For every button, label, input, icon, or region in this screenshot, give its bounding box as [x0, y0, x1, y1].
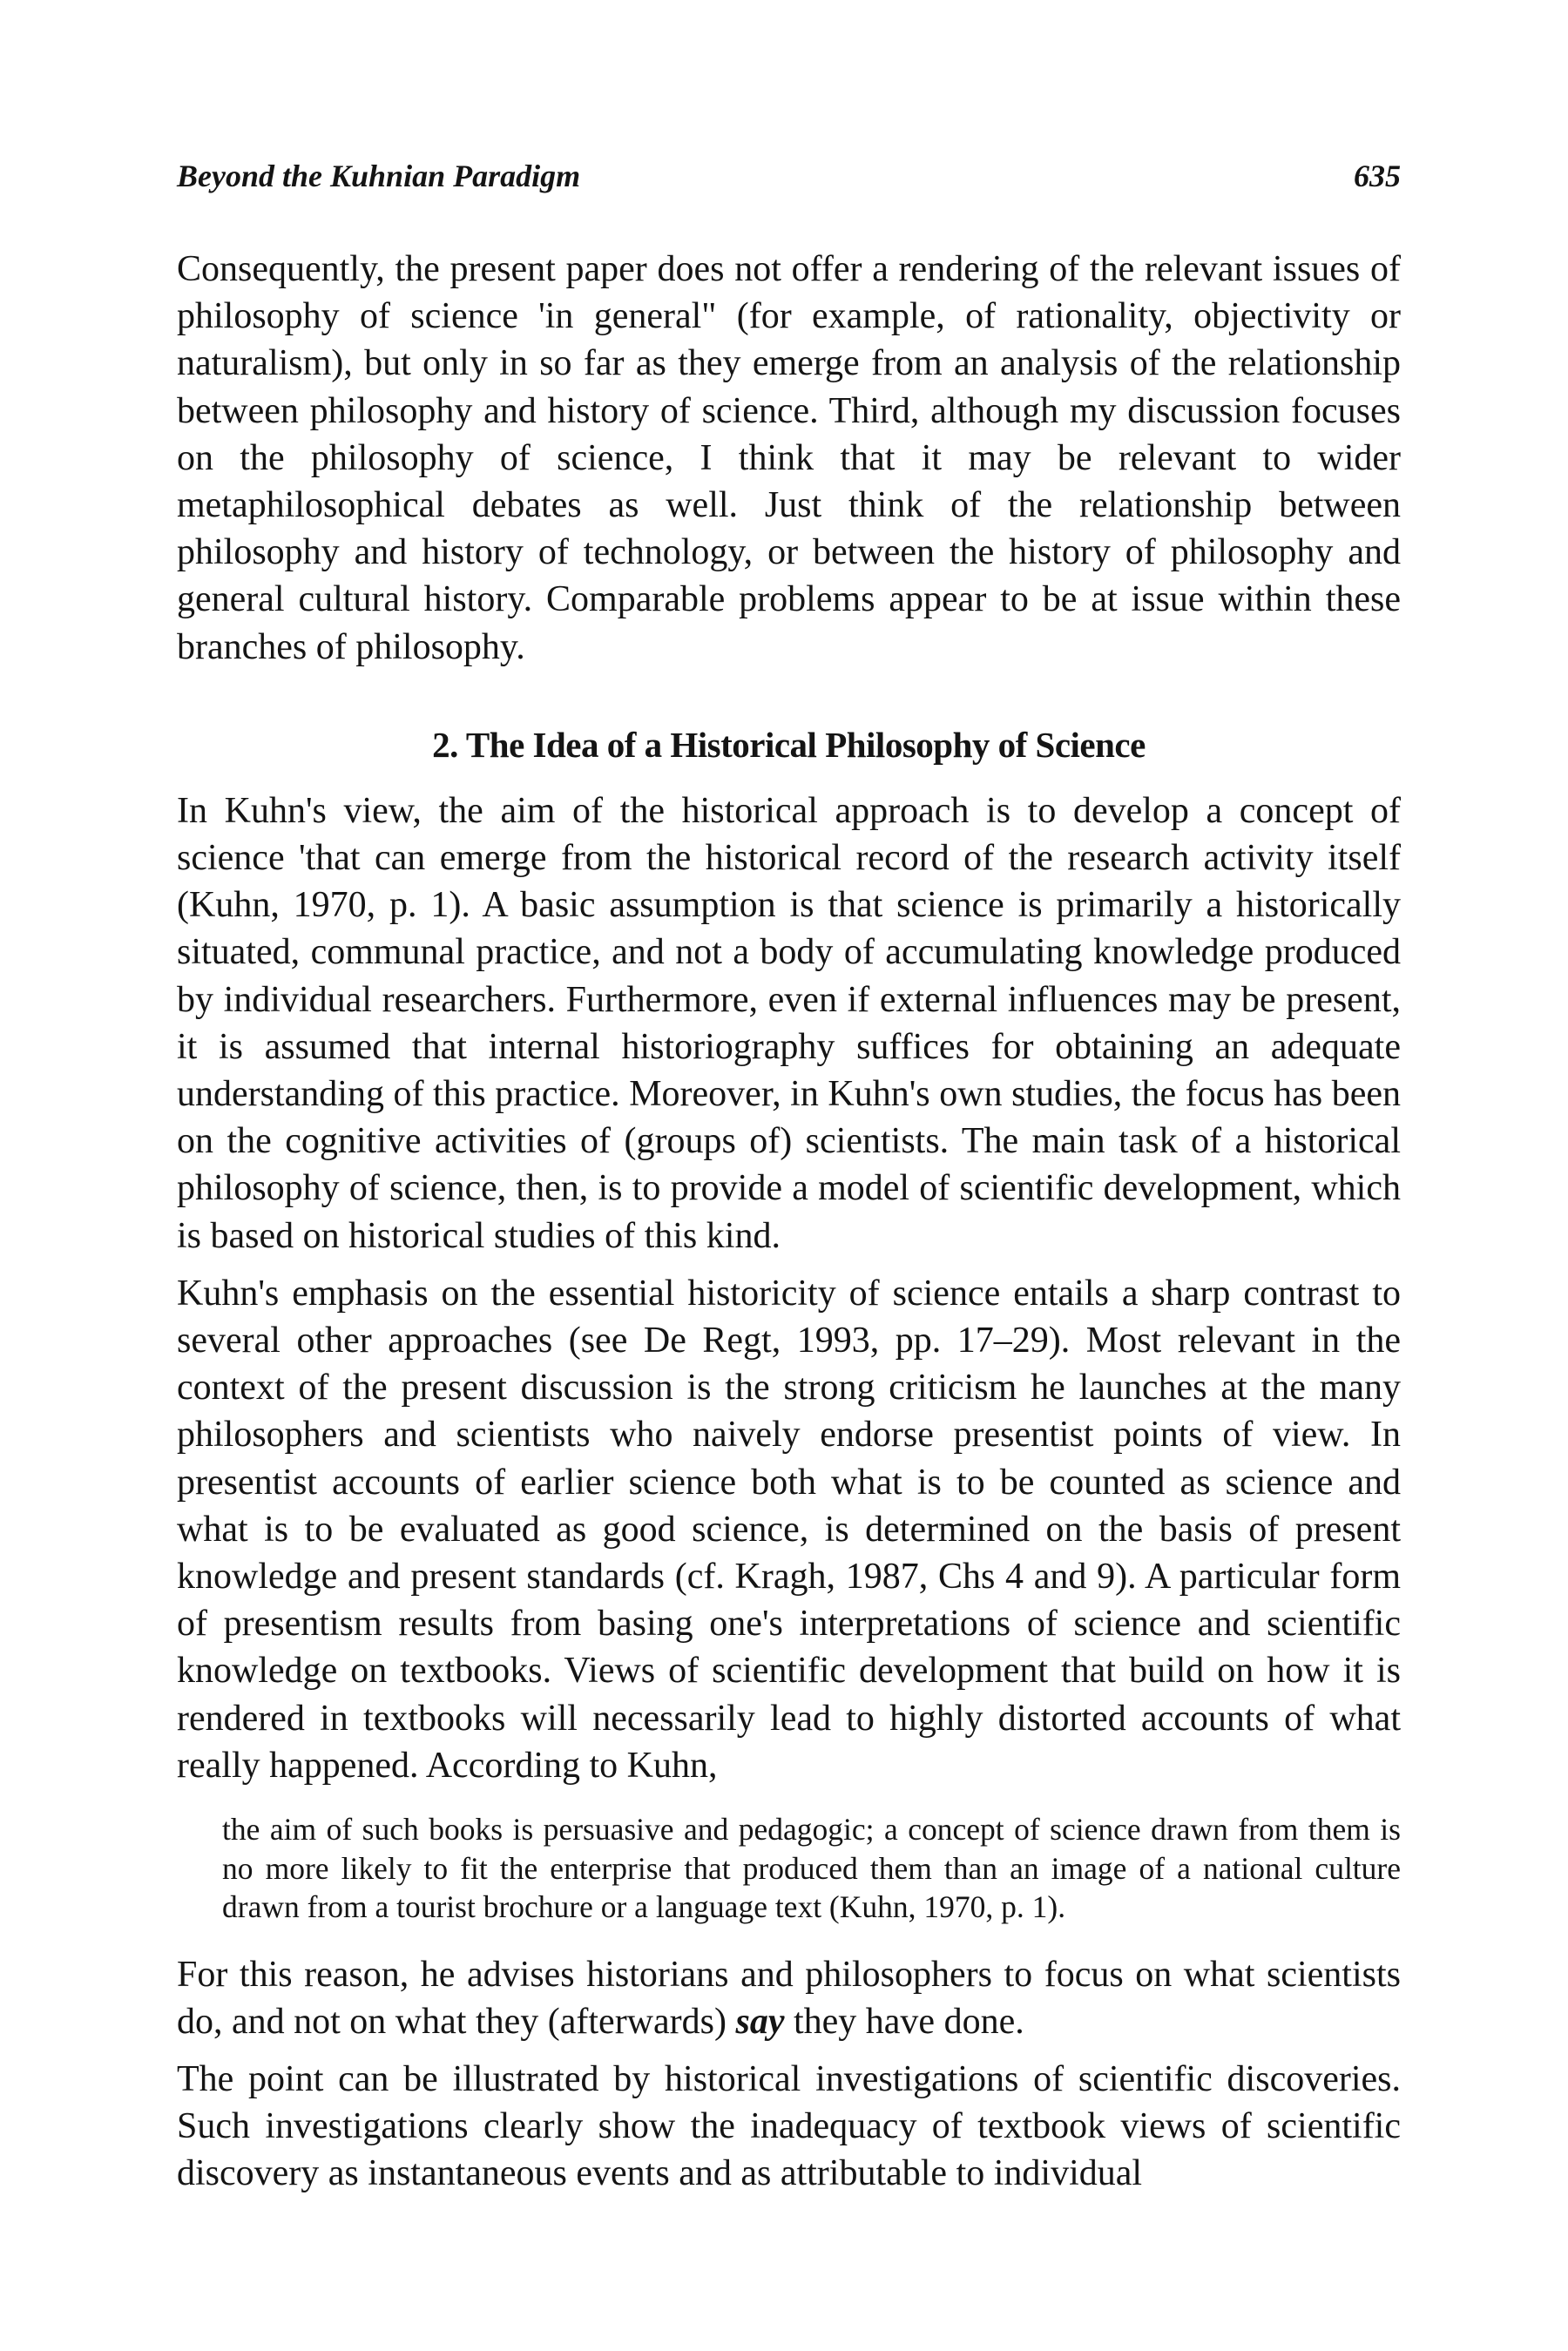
page-number: 635 [1354, 159, 1401, 193]
block-quote: the aim of such books is persuasive and pedagogic; a concept of science drawn from them is no more likely to fit the enterprise that produced them than an image of a national culture drawn from a tourist brochure or a language text (Kuhn, 1970, p. 1). [222, 1812, 1401, 1925]
paragraph-for-this-reason-text: For this reason, he advises historians and philosophers to focus on what scientists do, and not on what they (afterwards) [177, 1954, 1401, 2042]
page [177, 157, 1401, 2198]
running-title: Beyond the Kuhnian Paradigm [177, 159, 581, 193]
paragraph-historicity: Kuhn's emphasis on the essential historicity of science entails a sharp contrast to several other approaches (see De Regt, 1993, pp. 17–29). Most relevant in the context of the present discussion is the strong criticism he launches at the many philosophers and scientists who naively endorse presentist points of view. In presentist accounts of earlier science both what is to be counted as science and what is to be evaluated as good science, is determined on the basis of present knowledge and present standards (cf. Kragh, 1987, Chs 4 and 9). A particular form of presentism results from basing one's interpretations of science and scientific knowledge on textbooks. Views of scientific development that build on how it is rendered in textbooks will necessarily lead to highly distorted accounts of what really happened. According to Kuhn, [177, 1273, 1401, 1786]
paragraph-for-this-reason-tail: they have done. [784, 2001, 1024, 2042]
running-head [177, 157, 1401, 195]
paragraph-for-this-reason [177, 1951, 1401, 2045]
paragraph-consequently: Consequently, the present paper does not offer a rendering of the relevant issues of philosophy of science 'in general" (for example, of rationality, objectivity or naturalism), but only in so far as they emerge from an analysis of the relationship between philosophy and history of science. Third, although my discussion focuses on the philosophy of science, I think that it may be relevant to wider metaphilosophical debates as well. Just think of the relationship between philosophy and history of technology, or between the history of philosophy and general cultural history. Comparable problems appear to be at issue within these branches of philosophy. [177, 249, 1401, 667]
paragraph-point-illustrated: The point can be illustrated by historical investigations of scientific discoveries. Such investigations clearly show the inadequacy of textbook views of scientific discovery as instantaneous events and as attributable to individual [177, 2059, 1401, 2194]
emphasis-say: say [735, 2001, 785, 2042]
paragraph-kuhns-view: In Kuhn's view, the aim of the historical approach is to develop a concept of science 'that can emerge from the historical record of the research activity itself (Kuhn, 1970, p. 1). A basic assumption is that science is primarily a historically situated, communal practice, and not a body of accumulating knowledge produced by individual researchers. Furthermore, even if external influences may be present, it is assumed that internal historiography suffices for obtaining an adequate understanding of this practice. Moreover, in Kuhn's own studies, the focus has been on the cognitive activities of (groups of) scientists. The main task of a historical philosophy of science, then, is to provide a model of scientific development, which is based on historical studies of this kind. [177, 790, 1401, 1256]
section-heading: 2. The Idea of a Historical Philosophy of Science [432, 724, 1146, 765]
